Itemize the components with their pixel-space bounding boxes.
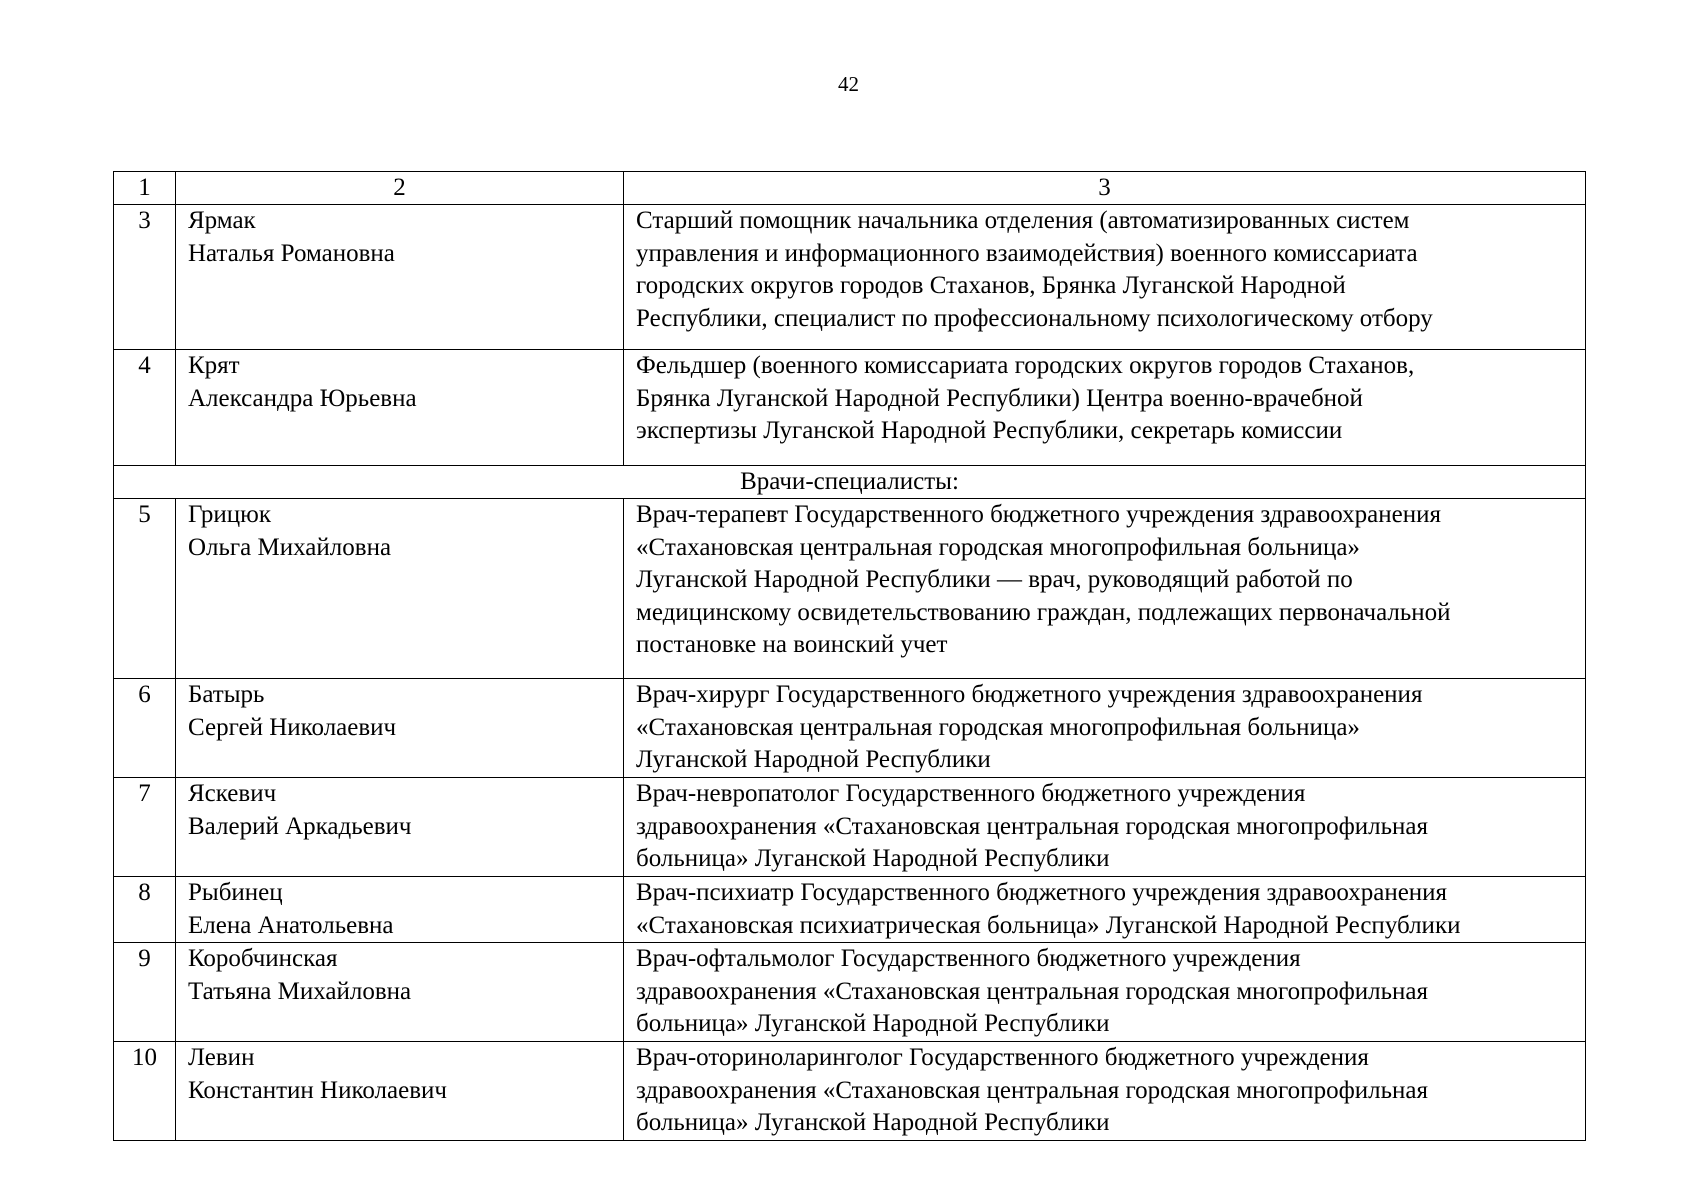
member-given-name: Сергей Николаевич xyxy=(188,713,397,741)
table-row xyxy=(114,877,1586,943)
table-row xyxy=(114,205,1586,350)
section-title: Врачи-специалисты: xyxy=(114,466,1586,499)
position-line: больница» Луганской Народной Республики xyxy=(636,1010,1110,1038)
position-line: Врач-хирург Государственного бюджетного учреждения здравоохранения xyxy=(636,681,1423,708)
member-given-name: Ольга Михайловна xyxy=(188,533,392,561)
member-name xyxy=(176,943,624,1042)
position-line: больница» Луганской Народной Республики xyxy=(636,845,1110,873)
member-position xyxy=(624,1042,1586,1141)
position-line: экспертизы Луганской Народной Республики, секретарь комиссии xyxy=(636,417,1343,445)
position-line: Врач-невропатолог Государственного бюджетного учреждения xyxy=(636,780,1306,807)
position-line: «Стахановская центральная городская многопрофильная больница» xyxy=(636,713,1360,741)
header-col-1: 1 xyxy=(114,172,176,205)
member-given-name: Татьяна Михайловна xyxy=(188,977,412,1005)
member-position xyxy=(624,499,1586,679)
member-surname: Крят xyxy=(188,352,240,379)
row-number: 8 xyxy=(114,877,176,943)
member-name xyxy=(176,679,624,778)
position-line: здравоохранения «Стахановская центральная городская многопрофильная xyxy=(636,812,1428,840)
page-number: 42 xyxy=(838,72,859,96)
position-line: больница» Луганской Народной Республики xyxy=(636,1109,1110,1137)
member-surname: Ярмак xyxy=(188,207,256,234)
member-surname: Коробчинская xyxy=(188,945,338,973)
table-header-row xyxy=(114,172,1586,205)
member-position xyxy=(624,350,1586,466)
position-line: постановке на воинский учет xyxy=(636,631,948,659)
section-row xyxy=(114,466,1586,499)
member-name xyxy=(176,205,624,350)
header-col-2: 2 xyxy=(176,172,624,205)
position-line: Врач-офтальмолог Государственного бюджетного учреждения xyxy=(636,945,1301,973)
position-line: управления и информационного взаимодействия) военного комиссариата xyxy=(636,239,1418,267)
table-row xyxy=(114,778,1586,877)
table-row xyxy=(114,350,1586,466)
member-given-name: Валерий Аркадьевич xyxy=(188,812,412,840)
member-position xyxy=(624,205,1586,350)
position-line: Луганской Народной Республики — врач, руководящий работой по xyxy=(636,566,1353,594)
position-line: Старший помощник начальника отделения (автоматизированных систем xyxy=(636,207,1410,234)
position-line: «Стахановская центральная городская многопрофильная больница» xyxy=(636,533,1360,561)
member-surname: Грицюк xyxy=(188,501,271,528)
row-number: 7 xyxy=(114,778,176,877)
member-position xyxy=(624,877,1586,943)
member-given-name: Наталья Романовна xyxy=(188,239,395,267)
position-line: Республики, специалист по профессиональному психологическому отбору xyxy=(636,304,1433,332)
member-given-name: Александра Юрьевна xyxy=(188,384,417,412)
position-line: Брянка Луганской Народной Республики) Центра военно-врачебной xyxy=(636,384,1363,412)
member-name xyxy=(176,778,624,877)
member-name xyxy=(176,1042,624,1141)
member-position xyxy=(624,943,1586,1042)
row-number: 3 xyxy=(114,205,176,350)
member-name xyxy=(176,877,624,943)
position-line: Врач-терапевт Государственного бюджетного учреждения здравоохранения xyxy=(636,501,1442,528)
row-number: 6 xyxy=(114,679,176,778)
position-line: медицинскому освидетельствованию граждан, подлежащих первоначальной xyxy=(636,598,1451,626)
table-row xyxy=(114,943,1586,1042)
header-col-3: 3 xyxy=(624,172,1586,205)
member-position xyxy=(624,679,1586,778)
member-given-name: Константин Николаевич xyxy=(188,1076,447,1104)
position-line: городских округов городов Стаханов, Брянка Луганской Народной xyxy=(636,272,1346,300)
table-row xyxy=(114,1042,1586,1141)
row-number: 4 xyxy=(114,350,176,466)
member-surname: Рыбинец xyxy=(188,879,283,906)
row-number: 5 xyxy=(114,499,176,679)
commission-table xyxy=(113,171,1586,1141)
position-line: здравоохранения «Стахановская центральная городская многопрофильная xyxy=(636,1076,1428,1104)
member-name xyxy=(176,350,624,466)
position-line: Врач-психиатр Государственного бюджетного учреждения здравоохранения xyxy=(636,879,1448,906)
position-line: здравоохранения «Стахановская центральная городская многопрофильная xyxy=(636,977,1428,1005)
member-name xyxy=(176,499,624,679)
member-given-name: Елена Анатольевна xyxy=(188,911,394,939)
member-surname: Батырь xyxy=(188,681,265,708)
position-line: Врач-оториноларинголог Государственного бюджетного учреждения xyxy=(636,1044,1369,1072)
member-position xyxy=(624,778,1586,877)
member-surname: Левин xyxy=(188,1044,255,1072)
member-surname: Яскевич xyxy=(188,780,277,807)
table-row xyxy=(114,679,1586,778)
position-line: Луганской Народной Республики xyxy=(636,746,991,774)
table-row xyxy=(114,499,1586,679)
position-line: Фельдшер (военного комиссариата городских округов городов Стаханов, xyxy=(636,352,1415,379)
row-number: 9 xyxy=(114,943,176,1042)
position-line: «Стахановская психиатрическая больница» Луганской Народной Республики xyxy=(636,911,1461,939)
row-number: 10 xyxy=(114,1042,176,1141)
